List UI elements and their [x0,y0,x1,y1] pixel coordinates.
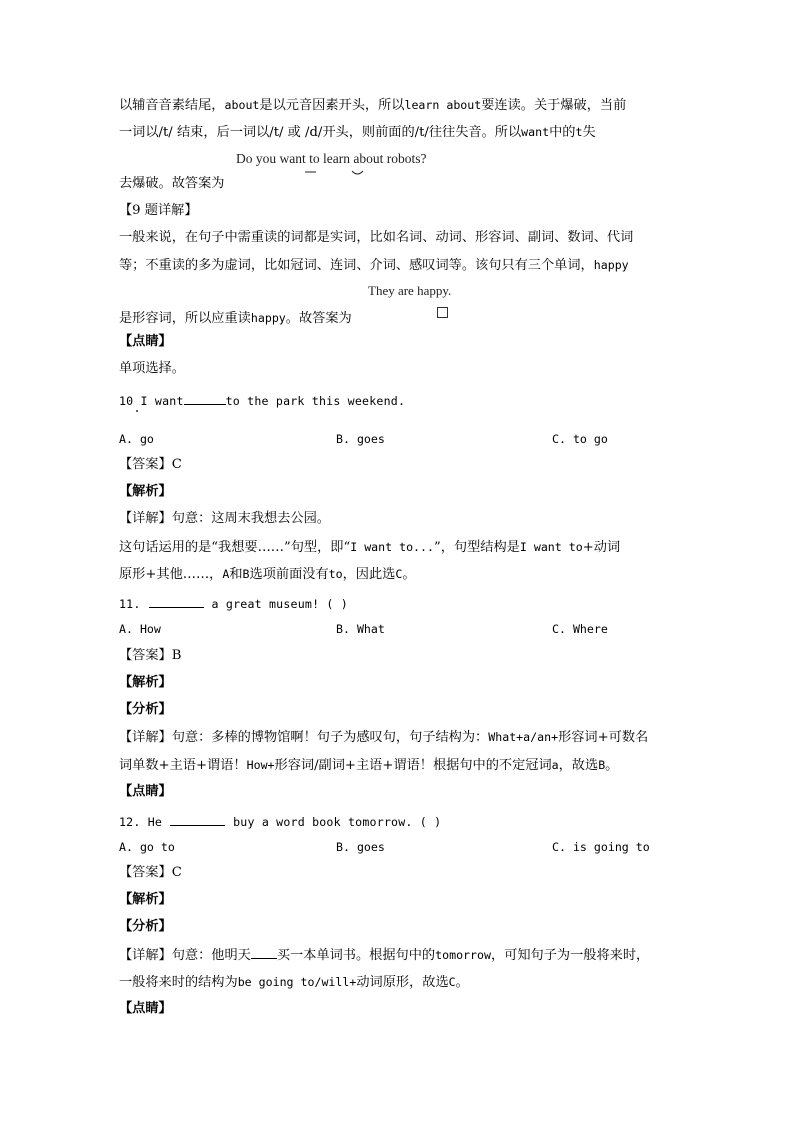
text-segment: 形容词/副词+主语+谓语！根据句中的不定冠词 [274,758,552,773]
q11-option-c: C. Where [552,622,608,636]
text-segment: 以辅音音素结尾， [119,98,225,113]
text-segment: happy [250,311,286,325]
text-segment: 。故答案为 [285,311,352,326]
text-segment: 。 [402,567,416,582]
text-segment: 【详解】句意：他明天 [119,948,251,963]
text-segment: about [224,98,260,112]
text-segment: 要连读。关于爆破，当前 [481,98,627,113]
q12-option-b: B. goes [336,840,385,854]
text-segment: 选项前面没有 [249,567,329,582]
text-segment: buy a word book tomorrow. ( ) [233,815,442,829]
text-segment: want [521,125,550,139]
text-segment: 10 I want [119,394,184,408]
text-segment: learn about [404,98,482,112]
q11-detail-line1 [119,728,648,747]
text-segment: a [551,758,559,772]
text-segment: ，可知句子为一般将来时， [490,948,650,963]
q10-option-c: C. to go [552,432,608,446]
text-segment: B [242,567,250,581]
q12-analysis-heading: 【解析】 [119,892,172,907]
text-segment: I want to [519,540,583,554]
q10-answer: 【答案】C [119,457,182,472]
text-segment: happy [593,258,629,272]
question-11-stem [119,595,348,613]
text-line [119,309,352,328]
answer-box-icon [437,307,448,318]
text-segment: 一词以/t/ 结束，后一词以/t/ 或 /d/开头，则前面的/t/往往失音。所以 [119,125,522,140]
text-line [119,123,596,142]
text-segment: a great museum! ( ) [211,597,348,611]
text-segment: 和 [229,567,243,582]
question-10-stem [119,392,405,410]
text-segment: 11. [119,597,141,611]
q11-option-b: B. What [336,622,385,636]
text-segment: to [328,567,343,581]
q10-analysis-heading: 【解析】 [119,484,172,499]
text-line: 一般来说，在句子中需重读的词都是实词，比如名词、动词、形容词、副词、数词、代词 [119,230,634,245]
text-segment: 失 [582,125,596,140]
question-12-stem [119,813,441,831]
text-segment: 12. He [119,815,163,829]
text-segment: C [395,567,403,581]
q12-answer: 【答案】C [119,865,182,880]
q10-explanation-line2 [119,565,416,584]
text-segment: 一般将来时的结构为 [119,975,238,990]
text-segment: 形容词+可数名 [558,730,649,745]
section-heading: 【9 题详解】 [119,203,198,218]
text-segment: to the park this weekend. [225,394,406,408]
text-segment: 是形容词，所以应重读 [119,311,251,326]
q12-detail-line2 [119,973,469,992]
text-segment: 词单数+主语+谓语！ [119,758,247,773]
text-segment: A [222,567,230,581]
q11-dianjing-heading: 【点睛】 [119,784,172,799]
q10-detail: 【详解】句意：这周末我想去公园。 [119,511,330,526]
text-segment: be going to/will+ [237,975,357,989]
text-segment: ，故选 [558,758,599,773]
text-segment: tomorrow [435,948,491,962]
text-segment: ，因此选 [342,567,396,582]
text-segment: 买一本单词书。根据句中的 [276,948,436,963]
text-segment: t [575,125,583,139]
liaison-mark [351,170,365,178]
text-segment: 原形+其他……， [119,567,223,582]
text-line [119,96,626,115]
text-segment: 等；不重读的多为虚词，比如冠词、连词、介词、感叹词等。该句只有三个单词， [119,258,594,273]
text-segment: B [598,758,606,772]
q12-option-c: C. is going to [552,840,650,854]
text-segment: 中的 [549,125,576,140]
text-segment: 。 [455,975,469,990]
answer-blank [149,597,204,608]
text-segment: C [448,975,456,989]
q12-option-a: A. go to [119,840,175,854]
q12-dianjing-heading: 【点睛】 [119,1001,172,1016]
q11-option-a: A. How [119,622,161,636]
text-line: 单项选择。 [119,361,185,376]
q11-detail-line2 [119,756,618,775]
dot-mark [136,410,138,412]
q11-fenxi-heading: 【分析】 [119,702,172,717]
q12-fenxi-heading: 【分析】 [119,919,172,934]
loss-of-plosion-mark [304,170,318,176]
q10-option-a: A. go [119,432,154,446]
text-segment: +动词 [582,540,621,555]
text-segment: 。 [605,758,619,773]
text-segment: I want to... [350,540,434,554]
q11-analysis-heading: 【解析】 [119,675,172,690]
q10-explanation-line1 [119,538,620,557]
answer-blank [170,815,225,826]
answer-blank [184,394,226,405]
section-heading: 【点睛】 [119,334,172,349]
q10-option-b: B. goes [336,432,385,446]
answer-blank [251,948,277,959]
text-segment: 动词原形，故选 [356,975,449,990]
text-segment: ”，句型结构是 [434,540,520,555]
text-segment: What+a/an+ [488,730,559,744]
text-segment: 【详解】句意：多棒的博物馆啊！句子为感叹句，句子结构为： [119,730,489,745]
text-segment: 是以元音因素开头，所以 [259,98,405,113]
q12-detail-line1 [119,946,649,965]
q11-answer: 【答案】B [119,648,182,663]
text-segment: 这句话运用的是“我想要……”句型，即“ [119,540,351,555]
example-sentence-2: They are happy. [368,283,452,298]
text-line: 去爆破。故答案为 [119,176,225,191]
text-segment: How+ [246,758,275,772]
example-sentence-1: Do you want to learn about robots? [236,151,427,166]
text-line [119,256,629,275]
